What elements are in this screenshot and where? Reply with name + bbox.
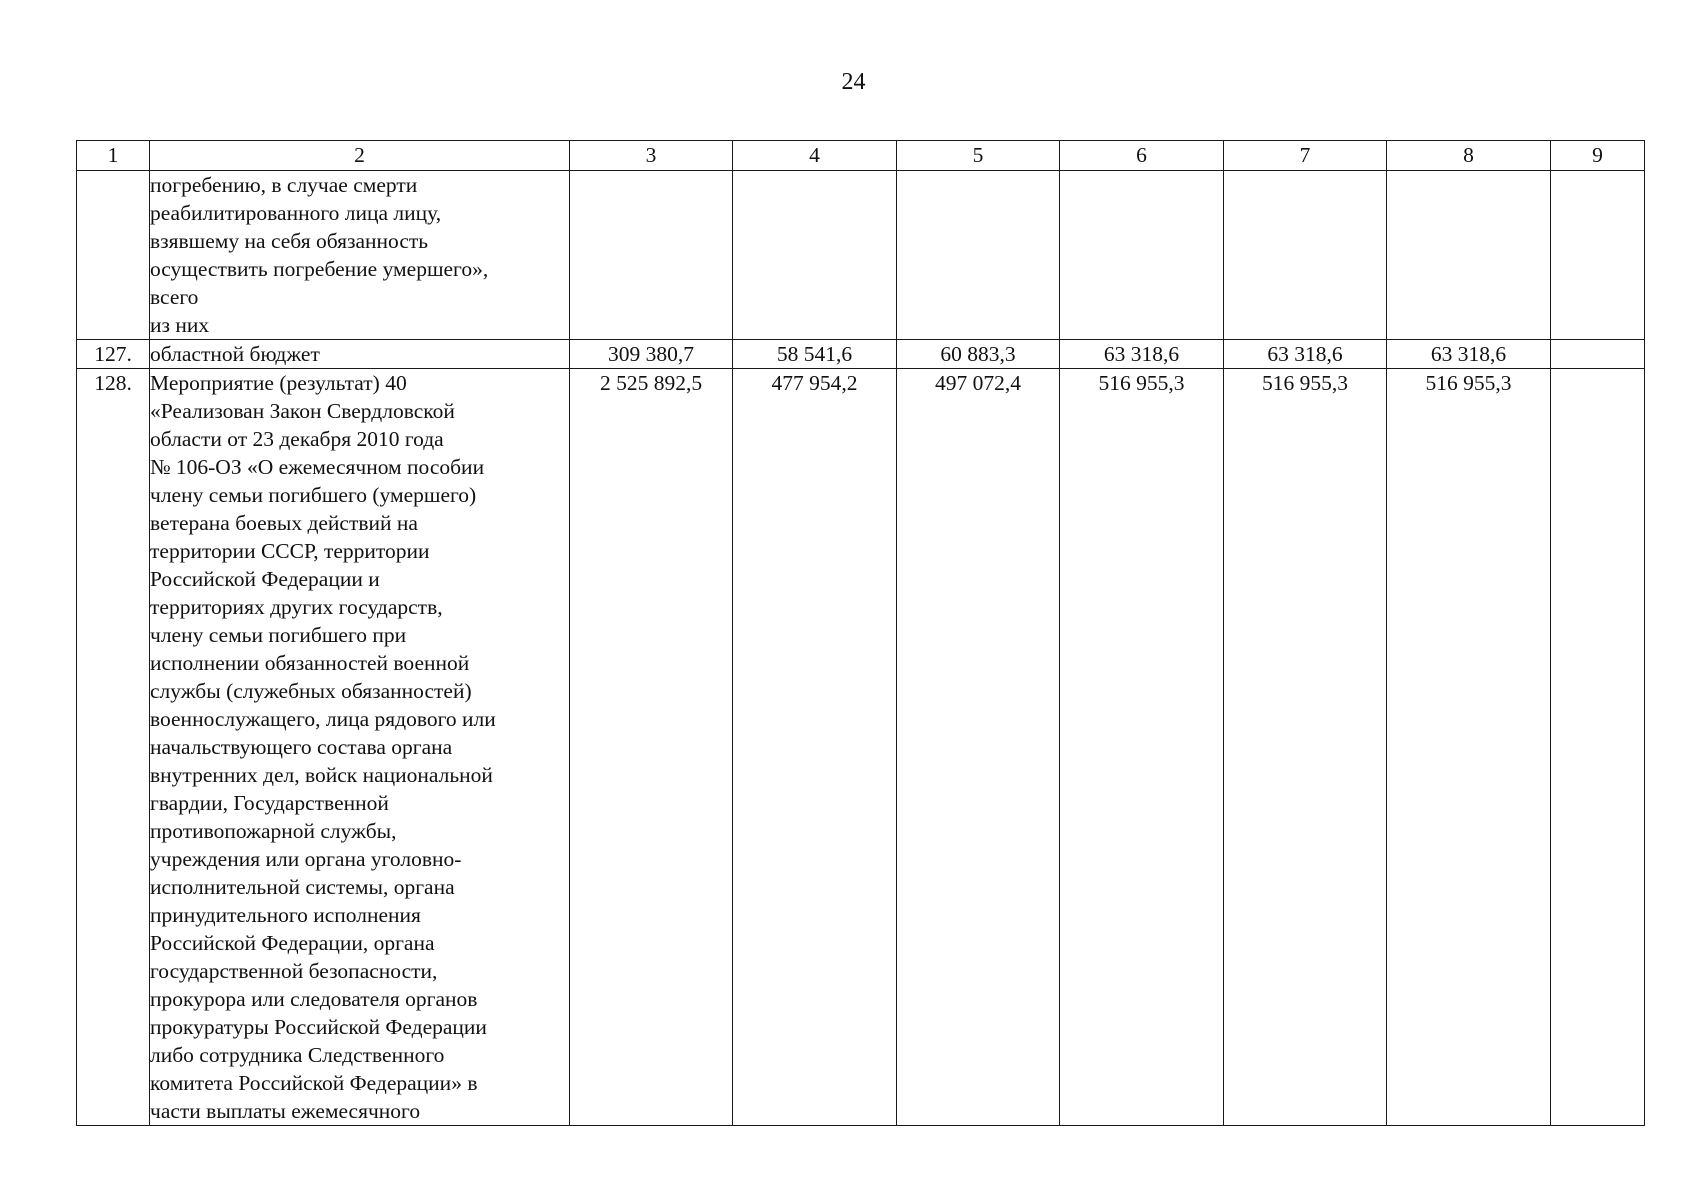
value-cell: 58 541,6 bbox=[733, 340, 897, 369]
value-cell bbox=[570, 171, 733, 340]
value-cell: 516 955,3 bbox=[1224, 369, 1387, 1126]
column-number-cell: 9 bbox=[1551, 141, 1645, 171]
column-number-cell: 3 bbox=[570, 141, 733, 171]
column-number-cell: 7 bbox=[1224, 141, 1387, 171]
value-cell: 497 072,4 bbox=[897, 369, 1060, 1126]
value-cell: 63 318,6 bbox=[1387, 340, 1551, 369]
column-number-cell: 1 bbox=[77, 141, 150, 171]
row-description-cell: областной бюджет bbox=[150, 340, 570, 369]
column-number-cell: 8 bbox=[1387, 141, 1551, 171]
value-cell bbox=[897, 171, 1060, 340]
value-cell bbox=[1224, 171, 1387, 340]
table-row bbox=[77, 171, 1645, 340]
table-row bbox=[77, 340, 1645, 369]
column-number-cell: 6 bbox=[1060, 141, 1224, 171]
value-cell bbox=[1551, 340, 1645, 369]
value-cell bbox=[1551, 369, 1645, 1126]
value-cell bbox=[733, 171, 897, 340]
column-number-header-row bbox=[77, 141, 1645, 171]
row-description-cell: погребению, в случае смерти реабилитированного лица лицу, взявшему на себя обязанность осуществить погребение умершего», всего из них bbox=[150, 171, 570, 340]
value-cell: 477 954,2 bbox=[733, 369, 897, 1126]
value-cell: 516 955,3 bbox=[1060, 369, 1224, 1126]
row-number-cell bbox=[77, 171, 150, 340]
column-number-cell: 4 bbox=[733, 141, 897, 171]
row-description-cell: Мероприятие (результат) 40 «Реализован Закон Свердловской области от 23 декабря 2010 года № 106-ОЗ «О ежемесячном пособии члену семьи погибшего (умершего) ветерана боевых действий на территории СССР, территории Российской Федерации и территориях других государств, члену семьи погибшего при исполнении обязанностей военной службы (служебных обязанностей) военнослужащего, лица рядового или начальствующего состава органа внутренних дел, войск национальной гвардии, Государственной противопожарной службы, учреждения или органа уголовно- исполнительной системы, органа принудительного исполнения Российской Федерации, органа государственной безопасности, прокурора или следователя органов прокуратуры Российской Федерации либо сотрудника Следственного комитета Российской Федерации» в части выплаты ежемесячного bbox=[150, 369, 570, 1126]
value-cell bbox=[1551, 171, 1645, 340]
column-number-cell: 2 bbox=[150, 141, 570, 171]
value-cell: 516 955,3 bbox=[1387, 369, 1551, 1126]
table-row bbox=[77, 369, 1645, 1126]
value-cell bbox=[1060, 171, 1224, 340]
value-cell: 63 318,6 bbox=[1224, 340, 1387, 369]
budget-table bbox=[76, 140, 1645, 1126]
row-number-cell: 127. bbox=[77, 340, 150, 369]
row-number-cell: 128. bbox=[77, 369, 150, 1126]
column-number-cell: 5 bbox=[897, 141, 1060, 171]
value-cell: 2 525 892,5 bbox=[570, 369, 733, 1126]
value-cell: 60 883,3 bbox=[897, 340, 1060, 369]
value-cell: 63 318,6 bbox=[1060, 340, 1224, 369]
value-cell bbox=[1387, 171, 1551, 340]
page-number: 24 bbox=[841, 69, 866, 95]
value-cell: 309 380,7 bbox=[570, 340, 733, 369]
